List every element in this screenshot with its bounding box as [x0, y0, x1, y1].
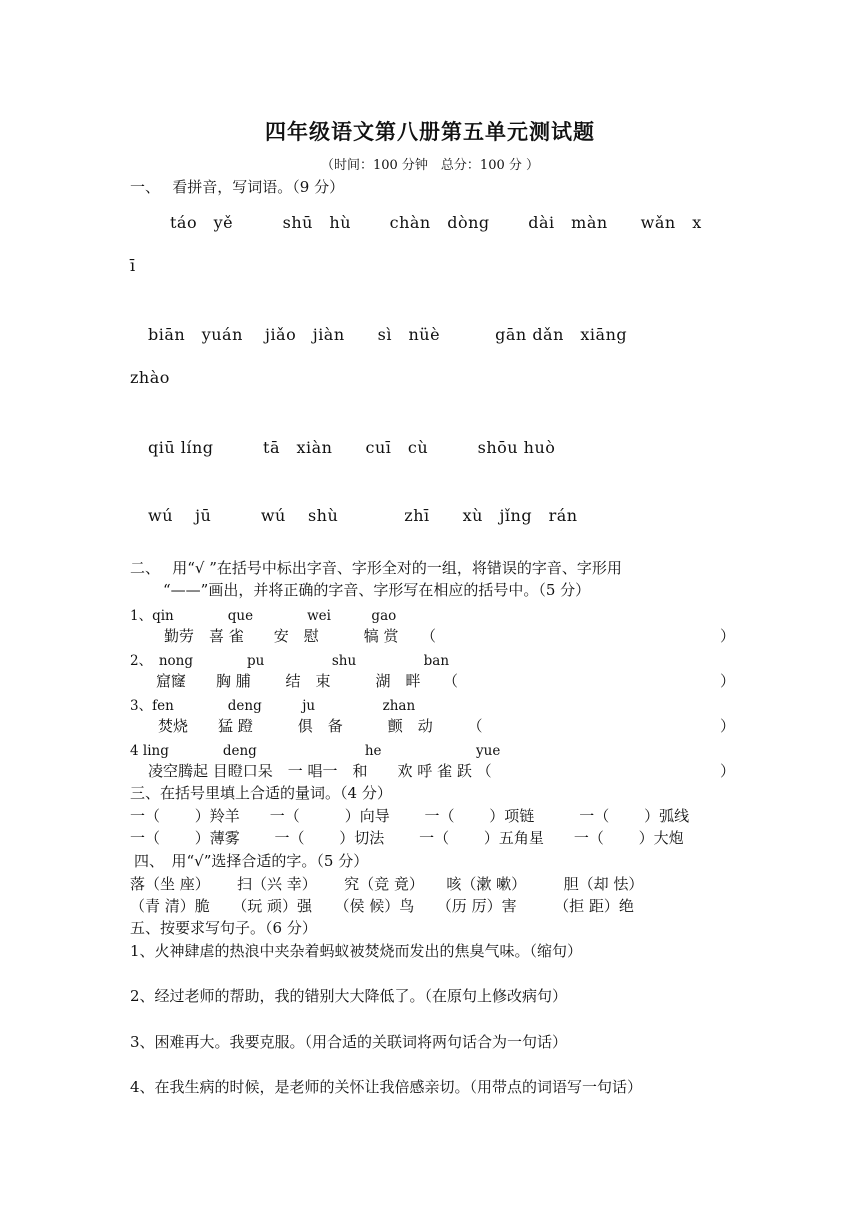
- pinyin-line-4: wú jū wú shù zhī xù jǐng rán: [148, 506, 578, 525]
- q1-words: 勤劳 喜 雀 安 慰 犒 赏 （: [164, 627, 437, 645]
- section-2-heading-cont: “——”画出，并将正确的字音、字形写在相应的括号中。（5 分）: [163, 581, 591, 599]
- q4-bracket-close: ）: [720, 762, 736, 780]
- sentence-task-4: 4、在我生病的时候，是老师的关怀让我倍感亲切。（用带点的词语写一句话）: [130, 1078, 643, 1096]
- section-5-heading: 五、按要求写句子。（6 分）: [130, 919, 317, 937]
- q1-pinyin: 1、qin que wei gao: [130, 608, 397, 624]
- measure-word-row-2: 一（ ）薄雾 一（ ）切法 一（ ）五角星 一（ ）大炮: [130, 829, 684, 847]
- q2-words: 窟窿 胸 脯 结 束 湖 畔 （: [156, 672, 459, 690]
- pinyin-line-1: táo yě shū hù chàn dòng dài màn wǎn x: [170, 213, 702, 232]
- q4-pinyin: 4 ling deng he yue: [130, 743, 501, 759]
- q2-bracket-close: ）: [720, 672, 736, 690]
- q4-words: 凌空腾起 目瞪口呆 一 唱一 和 欢 呼 雀 跃 （: [148, 762, 492, 780]
- exam-info: （时间：100 分钟 总分：100 分 ）: [320, 158, 540, 173]
- char-choice-row-1: 落（坐 座） 扫（兴 幸） 究（竞 竟） 咳（漱 嗽） 胆（却 怯）: [130, 875, 644, 893]
- sentence-task-2: 2、经过老师的帮助，我的错别大大降低了。（在原句上修改病句）: [130, 987, 568, 1005]
- q3-bracket-close: ）: [720, 717, 736, 735]
- measure-word-row-1: 一（ ）羚羊 一（ ）向导 一（ ）项链 一（ ）弧线: [130, 807, 690, 825]
- sentence-task-1: 1、火神肆虐的热浪中夹杂着蚂蚁被焚烧而发出的焦臭气味。（缩句）: [130, 942, 583, 960]
- pinyin-line-2: biān yuán jiǎo jiàn sì nüè gān dǎn xiāng: [148, 325, 628, 344]
- q3-pinyin: 3、fen deng ju zhan: [130, 698, 416, 714]
- pinyin-line-3: qiū líng tā xiàn cuī cù shōu huò: [148, 438, 556, 457]
- pinyin-line-2-wrap: zhào: [130, 368, 170, 387]
- char-choice-row-2: （青 清）脆 （玩 顽）强 （侯 候）鸟 （历 厉）害 （拒 距）绝: [130, 897, 634, 915]
- q1-bracket-close: ）: [720, 627, 736, 645]
- q3-words: 焚烧 猛 蹬 俱 备 颤 动 （: [158, 717, 483, 735]
- section-1-heading: 一、 看拼音，写词语。（9 分）: [130, 178, 345, 196]
- section-4-heading: 四、 用“√”选择合适的字。（5 分）: [134, 852, 369, 870]
- page-title: 四年级语文第八册第五单元测试题: [265, 119, 595, 144]
- section-3-heading: 三、在括号里填上合适的量词。（4 分）: [130, 784, 392, 802]
- q2-pinyin: 2、 nong pu shu ban: [130, 653, 450, 669]
- section-2-heading: 二、 用“√ ”在括号中标出字音、字形全对的一组，将错误的字音、字形用: [130, 559, 622, 577]
- pinyin-line-1-wrap: ī: [130, 256, 136, 275]
- sentence-task-3: 3、困难再大。我要克服。（用合适的关联词将两句话合为一句话）: [130, 1033, 568, 1051]
